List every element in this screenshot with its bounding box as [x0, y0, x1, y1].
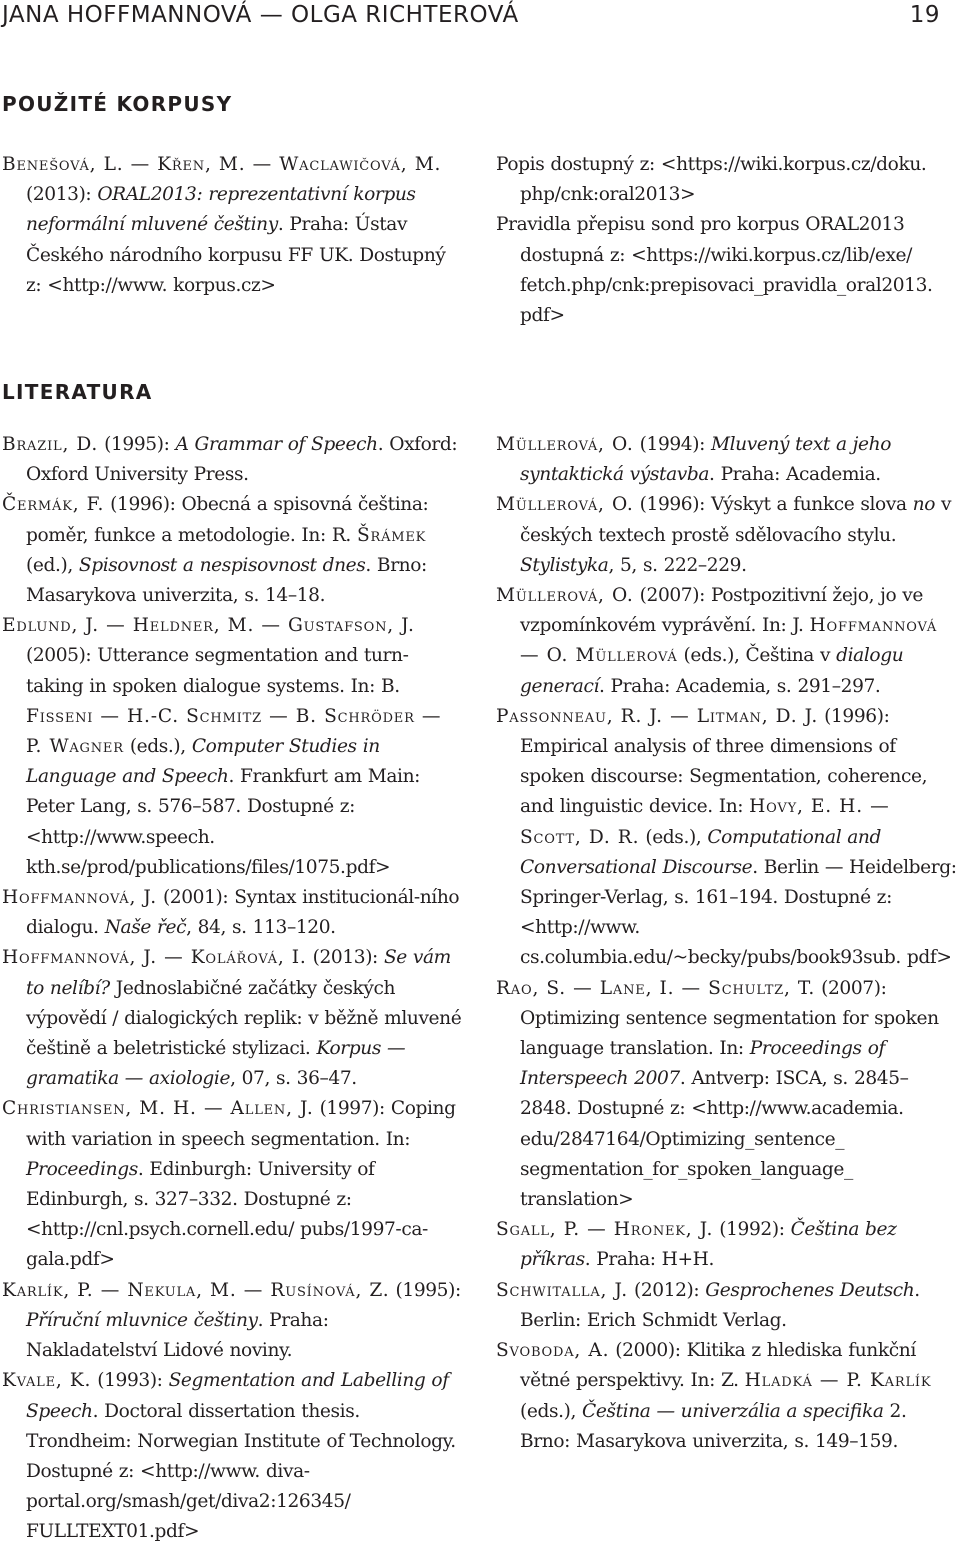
reference-title: Spisovnost a nespisovnost dnes [78, 554, 366, 576]
korpusy-left-column [2, 150, 464, 301]
reference-authors: Sgall, P. — Hronek, J. [496, 1219, 714, 1241]
reference-entry: Rao, S. — Lane, I. — Schultz, T. (2007): Optimizing sentence segmentation for spoken language translation. In: Proceedings of Interspeech 2007. Antverp: ISCA, s. 2845–2848. Dostupné z: <http://www.academia. edu/2847164/Optimizing_sentence_ segmentation_for_spoken_language_ translation> [496, 977, 939, 1211]
reference-entry: Karlík, P. — Nekula, M. — Rusínová, Z. (1995): Příruční mluvnice češtiny. Praha: Nakladatelství Lidové noviny. [2, 1279, 461, 1362]
literatura-left-column [2, 430, 464, 1548]
section-title-korpusy: POUŽITÉ KORPUSY [2, 92, 233, 116]
reference-title: Mluvený text a jeho syntaktická výstavba [520, 434, 892, 486]
reference-title: Naše řeč [104, 917, 187, 939]
reference-entry: Popis dostupný z: <https://wiki.korpus.cz/doku. php/cnk:oral2013> [496, 154, 927, 206]
reference-authors: Hoffmannová, J. — Kolářová, I. [2, 947, 307, 969]
reference-title: Gesprochenes Deutsch [705, 1279, 915, 1301]
reference-title: dialogu generací [520, 645, 904, 697]
reference-entry: Brazil, D. (1995): A Grammar of Speech. Oxford: Oxford University Press. [2, 434, 458, 486]
reference-entry: Hoffmannová, J. — Kolářová, I. (2013): Se vám to nelíbí? Jednoslabičné začátky českých výpovědí / dialogických replik: v běžně mluvené češtině a beletristické stylizaci. Korpus — gramatika — axiologie, 07, s. 36–47. [2, 947, 462, 1090]
reference-title: Čeština bez příkras [520, 1219, 897, 1271]
reference-title: Příruční mluvnice češtiny [26, 1309, 258, 1331]
running-header [2, 2, 940, 36]
reference-entry: Passonneau, R. J. — Litman, D. J. (1996): Empirical analysis of three dimensions of spoken discourse: Segmentation, coherence, and linguistic device. In: Hovy, E. H. — Scott, D. R. (eds.), Computational and Conversational Discourse. Berlin — Heidelberg: Springer-Verlag, s. 161–194. Dostupné z: <http://www. cs.columbia.edu/~becky/pubs/book93sub. pdf> [496, 705, 957, 969]
reference-entry: Müllerová, O. (2007): Postpozitivní žejo, jo ve vzpomínkovém vyprávění. In: J. Hoffmannová — O. Müllerová (eds.), Čeština v dialogu generací. Praha: Academia, s. 291–297. [496, 585, 938, 697]
reference-authors: Schwitalla, J. [496, 1279, 628, 1301]
reference-authors: Benešová, L. — Křen, M. — Waclawičová, M. [2, 154, 442, 175]
reference-authors: Christiansen, M. H. — Allen, J. [2, 1098, 314, 1120]
reference-title: Proceedings of Interspeech 2007 [520, 1038, 885, 1090]
reference-authors: Hoffmannová, J. [2, 887, 157, 909]
reference-entry: Müllerová, O. (1996): Výskyt a funkce slova no v českých textech prostě sdělovacího stylu. Stylistyka, 5, s. 222–229. [496, 494, 952, 576]
reference-title: Stylistyka [520, 554, 609, 576]
reference-authors: Čermák, F. [2, 494, 105, 516]
reference-title: A Grammar of Speech [175, 434, 378, 455]
reference-title: Se vám to nelíbí? [26, 947, 451, 999]
reference-authors: Kvale, K. [2, 1370, 92, 1392]
reference-title: Proceedings [26, 1158, 138, 1180]
reference-authors: Passonneau, R. J. — Litman, D. J. [496, 705, 819, 727]
korpusy-right-column [496, 150, 958, 331]
reference-authors: Edlund, J. — Heldner, M. — Gustafson, J. [2, 615, 415, 637]
reference-authors: Müllerová, O. [496, 585, 634, 607]
header-authors: JANA HOFFMANNOVÁ — OLGA RICHTEROVÁ [2, 2, 519, 28]
reference-authors: Karlík, P. — Nekula, M. — Rusínová, Z. [2, 1279, 390, 1301]
reference-title: Computational and Conversational Discourse [520, 826, 882, 878]
page-number: 19 [909, 2, 940, 28]
reference-title: Computer Studies in Language and Speech [26, 736, 380, 788]
reference-title: ORAL2013: reprezentativní korpus neformální mluvené češtiny [26, 184, 416, 236]
reference-authors: Brazil, D. [2, 434, 99, 455]
reference-entry: Svoboda, A. (2000): Klitika z hlediska funkční větné perspektivy. In: Z. Hladká — P. Karlík (eds.), Čeština — univerzália a specifika 2. Brno: Masarykova univerzita, s. 149–159. [496, 1340, 932, 1452]
section-title-literatura: LITERATURA [2, 380, 153, 404]
reference-authors: Müllerová, O. [496, 494, 634, 516]
reference-authors: Rao, S. — Lane, I. — Schultz, T. [496, 977, 816, 999]
reference-entry: Benešová, L. — Křen, M. — Waclawičová, M. (2013): ORAL2013: reprezentativní korpus neformální mluvené češtiny. Praha: Ústav Českého národního korpusu FF UK. Dostupný z: <http://www. korpus.cz> [2, 154, 446, 296]
reference-entry: Pravidla přepisu sond pro korpus ORAL2013 dostupná z: <https://wiki.korpus.cz/lib/exe/ fetch.php/cnk:prepisovaci_pravidla_oral2013. pdf> [496, 214, 933, 327]
reference-entry: Edlund, J. — Heldner, M. — Gustafson, J. (2005): Utterance segmentation and turn-taking in spoken dialogue systems. In: B. Fisseni — H.-C. Schmitz — B. Schröder — P. Wagner (eds.), Computer Studies in Language and Speech. Frankfurt am Main: Peter Lang, s. 576–587. Dostupné z: <http://www.speech. kth.se/prod/publications/files/1075.pdf> [2, 615, 442, 878]
reference-entry: Sgall, P. — Hronek, J. (1992): Čeština bez příkras. Praha: H+H. [496, 1219, 897, 1271]
literatura-right-column [496, 430, 958, 1457]
reference-entry: Kvale, K. (1993): Segmentation and Labelling of Speech. Doctoral dissertation thesis. Trondheim: Norwegian Institute of Technology. Dostupné z: <http://www. diva-portal.org/smash/get/diva2:126345/ FULLTEXT01.pdf> [2, 1370, 456, 1543]
reference-entry: Hoffmannová, J. (2001): Syntax institucionál-ního dialogu. Naše řeč, 84, s. 113–120. [2, 887, 460, 939]
reference-entry: Müllerová, O. (1994): Mluvený text a jeho syntaktická výstavba. Praha: Academia. [496, 434, 892, 486]
reference-title: Segmentation and Labelling of Speech [26, 1370, 449, 1422]
reference-entry: Čermák, F. (1996): Obecná a spisovná čeština: poměr, funkce a metodologie. In: R. Šrámek (ed.), Spisovnost a nespisovnost dnes. Brno: Masarykova univerzita, s. 14–18. [2, 494, 429, 607]
reference-authors: Svoboda, A. [496, 1340, 610, 1362]
reference-entry: Schwitalla, J. (2012): Gesprochenes Deutsch. Berlin: Erich Schmidt Verlag. [496, 1279, 920, 1331]
reference-title: Čeština — univerzália a specifika [582, 1400, 884, 1422]
reference-authors: Müllerová, O. [496, 434, 634, 455]
reference-entry: Christiansen, M. H. — Allen, J. (1997): Coping with variation in speech segmentation. In: Proceedings. Edinburgh: University of Edinburgh, s. 327–332. Dostupné z: <http://cnl.psych.cornell.edu/ pubs/1997-ca-gala.pdf> [2, 1098, 456, 1271]
